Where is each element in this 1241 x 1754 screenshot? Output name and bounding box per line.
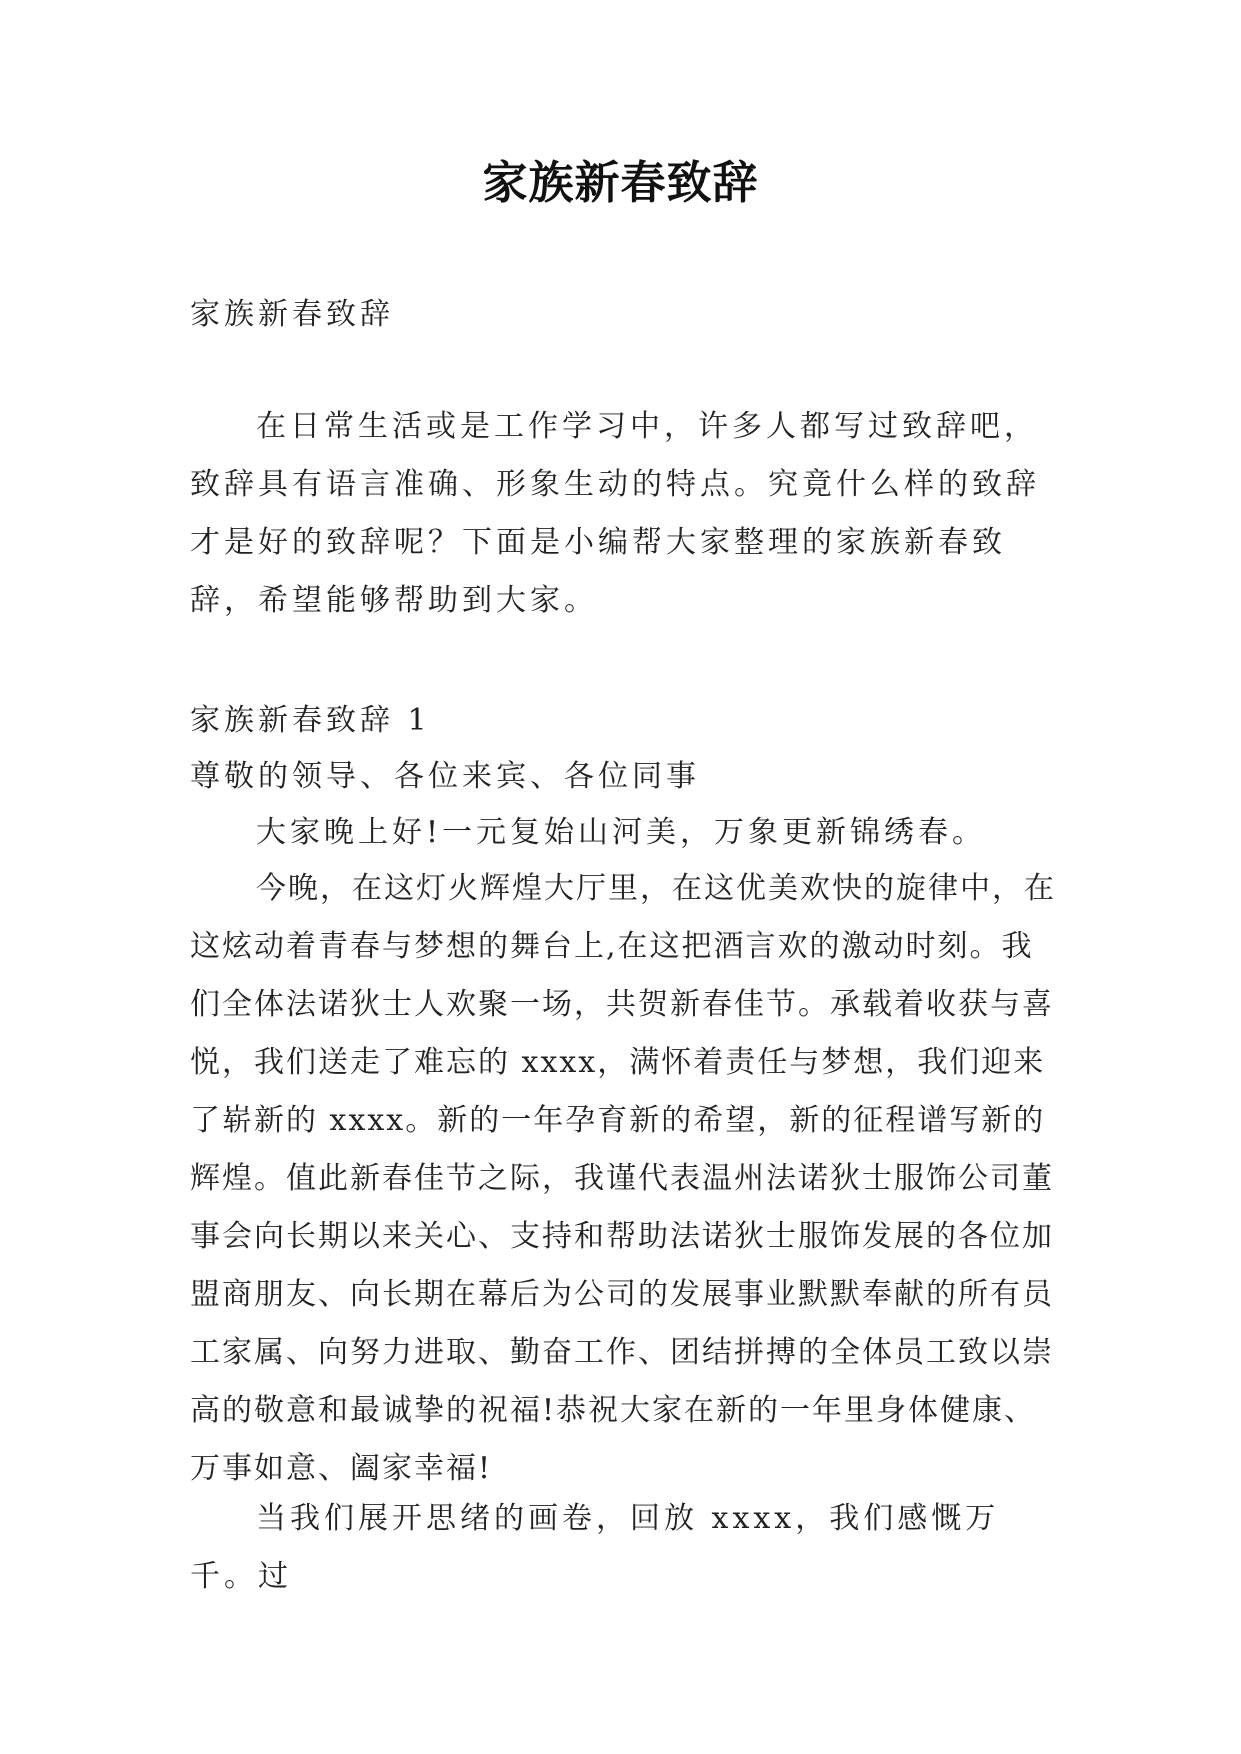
body-paragraph-2: 当我们展开思绪的画卷，回放 xxxx，我们感慨万千。过 [190, 1501, 1000, 1594]
body-paragraph-1: 今晚，在这灯火辉煌大厅里，在这优美欢快的旋律中，在这炫动着青春与梦想的舞台上,在这把酒言欢的激动时刻。我们全体法诺狄士人欢聚一场，共贺新春佳节。承载着收获与喜悦，我们送走了难忘的 xxxx，满怀着责任与梦想，我们迎来了崭新的 xxxx。新的一年孕育新的希望，新的征程谱写新的辉煌。值此新春佳节之际，我谨代表温州法诺狄士服饰公司董事会向长期以来关心、支持和帮助法诺狄士服饰发展的各位加盟商朋友、向长期在幕后为公司的发展事业默默奉献的所有员工家属、向努力进取、勤奋工作、团结拼搏的全体员工致以崇高的敬意和最诚挚的祝福!恭祝大家在新的一年里身体健康、万事如意、阖家幸福! [190, 871, 1056, 1486]
document-subtitle: 家族新春致辞 [190, 297, 394, 332]
document-title: 家族新春致辞 [482, 156, 759, 209]
greeting-line: 大家晚上好!一元复始山河美，万象更新锦绣春。 [256, 815, 987, 850]
intro-paragraph: 在日常生活或是工作学习中，许多人都写过致辞吧，致辞具有语言准确、形象生动的特点。究竟什么样的致辞才是好的致辞呢？下面是小编帮大家整理的家族新春致辞，希望能够帮助到大家。 [190, 409, 1040, 618]
salutation: 尊敬的领导、各位来宾、各位同事 [190, 759, 700, 794]
section-heading: 家族新春致辞 1 [190, 703, 431, 738]
